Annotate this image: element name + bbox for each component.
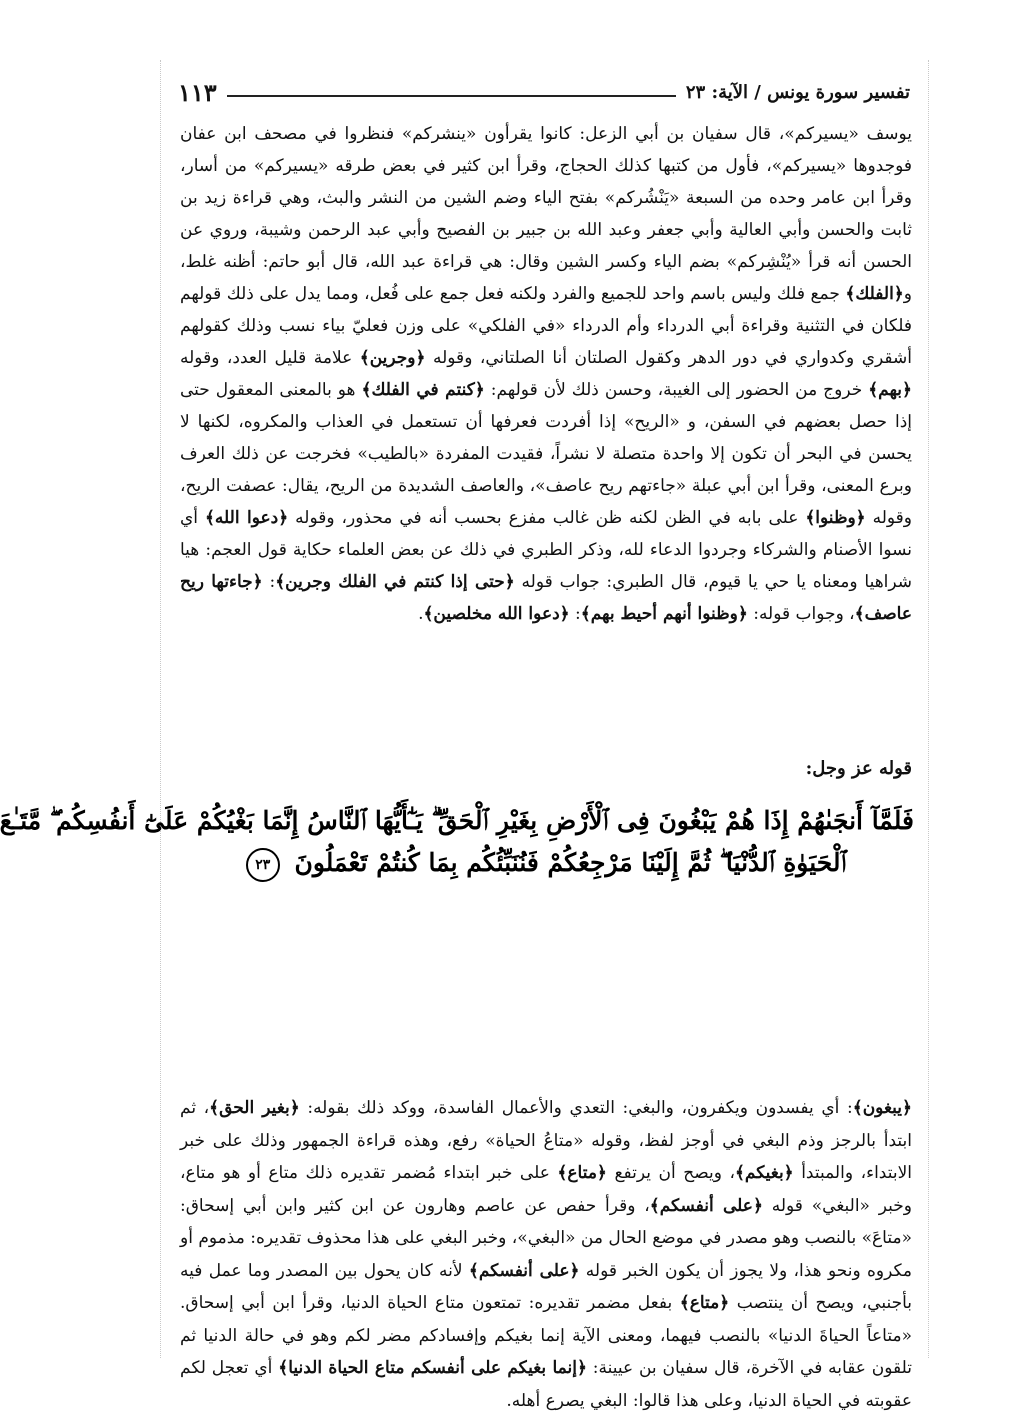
- quran-term: ﴿إنما بغيكم على أنفسكم متاع الحياة الدنيا﴾: [278, 1358, 587, 1378]
- text-run: : أي يفسدون ويكفرون، والبغي: التعدي والأعمال الفاسدة، ووكد ذلك بقوله:: [299, 1098, 853, 1118]
- text-run: على خبر ابتداء مُضمر تقديره ذلك متاع أو هو متاع، وخبر «البغي» قوله: [180, 1163, 913, 1216]
- text-run: لأنه كان يحول بين المصدر وما عمل فيه بأجنبي، ويصح أن ينتصب: [180, 1260, 912, 1313]
- quran-term: ﴿كنتم في الفلك﴾: [361, 380, 485, 400]
- verse-line-2-text: ٱلْحَيَوٰةِ ٱلدُّنْيَا ۖ ثُمَّ إِلَيْنَا مَرْجِعُكُمْ فَنُنَبِّئُكُم بِمَا كُنتُمْ تَعْمَلُونَ: [294, 848, 847, 877]
- quran-term: ﴿بغير الحق﴾: [209, 1098, 300, 1118]
- text-run: هو بالمعنى المعقول حتى إذا حصل بعضهم في السفن، و «الريح» إذا أفردت فعرفها أن تستعمل في العذاب والمكروه، لكنها لا يحسن في البحر أن تكون إلا واحدة متصلة لا نشراً، فقيدت المفردة «بالطيب» فخرجت عن ذلك العرف وبرع المعنى، وقرأ ابن أبي عبلة «جاءتهم ريح عاصف»، والعاصف الشديدة من الريح، يقال: عصفت الريح، وقوله: [180, 380, 912, 528]
- quran-term: ﴿وجرين﴾: [359, 348, 426, 368]
- text-run: ، ويصح أن يرتفع: [606, 1163, 735, 1183]
- header-title: تفسير سورة يونس / الآية: ٢٣: [685, 81, 910, 103]
- text-run: .: [418, 604, 424, 624]
- text-run: :: [262, 572, 276, 592]
- text-run: أي نسوا الأصنام والشركاء وجردوا الدعاء لله، وذكر الطبري في ذلك عن بعض العلماء حكاية قول العجم: هيا شراهيا ومعناه يا حي يا قيوم، قال الطبري: جواب قوله: [180, 508, 913, 592]
- verse-intro: قوله عز وجل:: [805, 758, 912, 779]
- right-margin-guide: [928, 60, 929, 1358]
- text-run: أي تعجل لكم عقوبته في الحياة الدنيا، وعلى هذا قالوا: البغي يصرع أهله.: [180, 1358, 912, 1411]
- text-run: على بابه في الظن لكنه ظن غالب مفزع بحسب أنه في محذور، وقوله: [288, 508, 806, 528]
- text-run: :: [569, 604, 581, 624]
- commentary-paragraph-2: [180, 1092, 912, 1417]
- quran-term: ﴿الفلك﴾: [845, 284, 904, 304]
- quran-term: ﴿دعوا الله﴾: [204, 508, 289, 528]
- quran-term: ﴿وظنوا﴾: [805, 508, 866, 528]
- header-rule: [227, 95, 676, 97]
- running-header: [178, 72, 910, 112]
- text-run: بفعل مضمر تقديره: تمتعون متاع الحياة الدنيا، وقرأ ابن أبي إسحاق. «متاعاً الحياةَ الدنيا» بالنصب فيهما، ومعنى الآية إنما بغيكم وإفسادكم مضر لكم وهو في حالة الدنيا ثم تلقون عقابه في الآخرة، قال سفيان بن عيينة:: [180, 1293, 913, 1378]
- verse-line-2: [178, 842, 914, 884]
- commentary-paragraph-1: [180, 118, 912, 630]
- text-run: ، ثم ابتدأ بالرجز وذم البغي في أوجز لفظ، وقوله «متاعُ الحياة» رفع، وهذه قراءة الجمهور وذلك على خبر الابتداء، والمبتدأ: [180, 1098, 912, 1183]
- commentary-block-2: [180, 1092, 912, 1417]
- quran-term: ﴿دعوا الله مخلصين﴾: [423, 604, 570, 624]
- text-run: ، وجواب قوله:: [747, 604, 855, 624]
- quran-term: ﴿بغيكم﴾: [734, 1163, 794, 1183]
- verse-line-1: فَلَمَّآ أَنجَىٰهُمْ إِذَا هُمْ يَبْغُونَ فِى ٱلْأَرْضِ بِغَيْرِ ٱلْحَقِّ ۗ يَـٰٓأَيُّهَا ٱلنَّاسُ إِنَّمَا بَغْيُكُمْ عَلَىٰٓ أَنفُسِكُم ۖ مَّتَـٰعَ: [0, 806, 914, 835]
- text-run: جمع فلك وليس باسم واحد للجميع والفرد ولكنه فعل جمع على فُعل، ومما يدل على ذلك قولهم فلكان في التثنية وقراءة أبي الدرداء وأم الدرداء «في الفلكي» على وزن فعليّ بياء نسب وذلك كقولهم أشقري وكدواري في دور الدهر وكقول الصلتان أنا الصلتاني، وقوله: [180, 284, 912, 368]
- ayah-number-icon: ٢٣: [246, 848, 280, 882]
- text-run: خروج من الحضور إلى الغيبة، وحسن ذلك لأن قولهم:: [484, 380, 869, 400]
- text-run: يوسف «يسيركم»، قال سفيان بن أبي الزعل: كانوا يقرأون «ينشركم» فنظروا في مصحف ابن عفان فوجدوها «يسيركم»، فأول من كتبها كذلك الحجاج، وقرأ ابن كثير في بعض طرقه «يسيركم» من أسار، وقرأ ابن عامر وحده من السبعة «يَنْشُركم» بفتح الياء وضم الشين من النشر والبث، وهي قراءة زيد بن ثابت والحسن وأبي العالية وأبي جعفر وعبد الله بن جبير بن الفصيح وأبي عبد الرحمن وشيبة، وروي عن الحسن أنه قرأ «يُنْشِركم» بضم الياء وكسر الشين وقال: هي قراءة عبد الله، قال أبو حاتم: أظنه غلط، و: [180, 124, 912, 304]
- quran-term: ﴿على أنفسكم﴾: [649, 1195, 763, 1216]
- quran-term: ﴿متاع﴾: [679, 1293, 730, 1313]
- page-number: ١١٣: [178, 77, 217, 107]
- quran-term: ﴿وظنوا أنهم أحيط بهم﴾: [580, 604, 748, 624]
- quran-term: ﴿حتى إذا كنتم في الفلك وجرين﴾: [275, 572, 515, 592]
- left-margin-guide: [160, 60, 161, 1358]
- text-run: ، وقرأ حفص عن عاصم وهارون عن ابن كثير وابن أبي إسحاق: «متاعَ» بالنصب وهو مصدر في موضع الحال من «البغي»، وخبر البغي على هذا محذوف تقديره: مذموم أو مكروه ونحو هذا، ولا يجوز أن يكون الخبر قوله: [180, 1195, 912, 1281]
- text-run: علامة قليل العدد، وقوله: [180, 348, 360, 368]
- quran-term: ﴿بهم﴾: [868, 380, 912, 400]
- quran-term: ﴿جاءتها ريح عاصف﴾: [180, 572, 912, 624]
- quran-term: ﴿على أنفسكم﴾: [468, 1260, 580, 1281]
- quran-verse: [0, 800, 914, 886]
- quran-term: ﴿يبغون﴾: [852, 1098, 912, 1118]
- commentary-block-1: [180, 118, 912, 630]
- quran-term: ﴿متاع﴾: [557, 1163, 607, 1183]
